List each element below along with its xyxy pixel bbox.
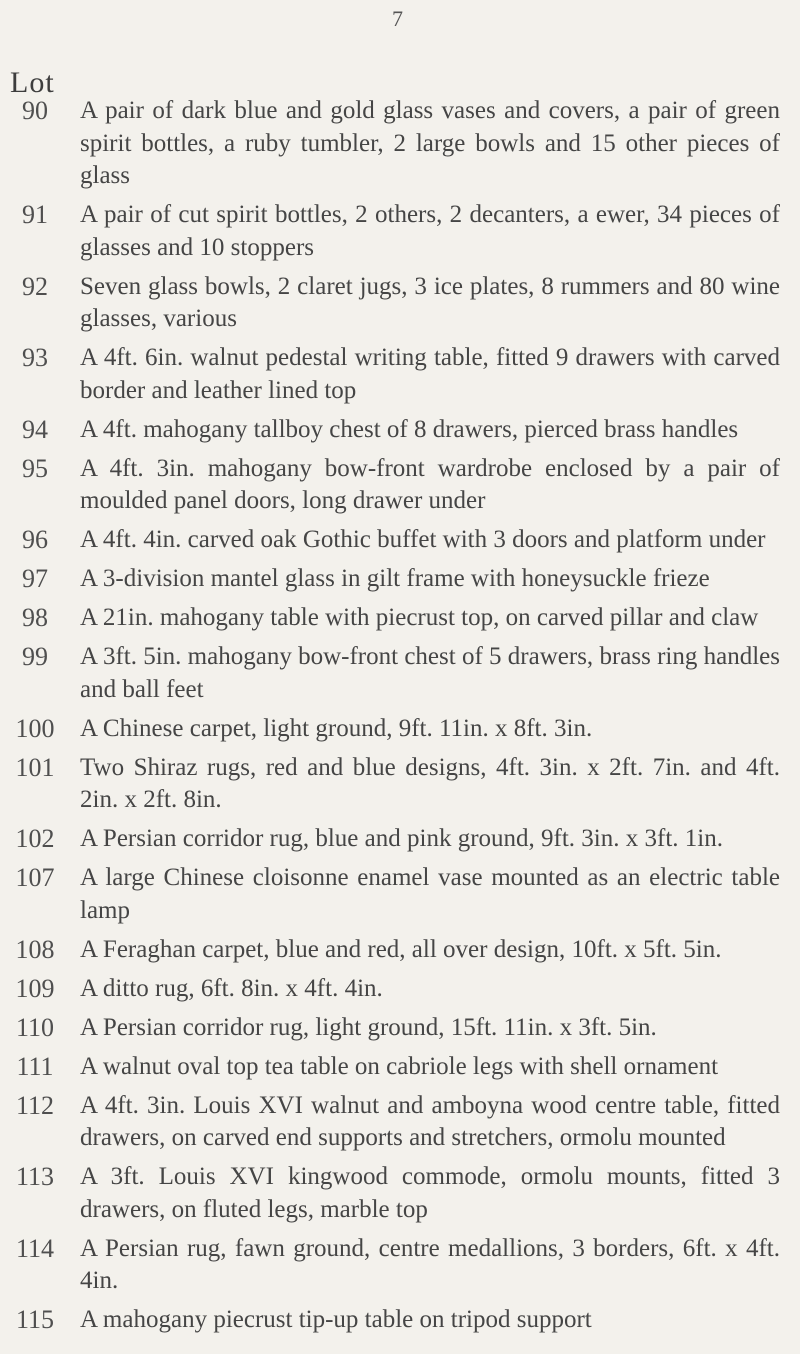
lot-number: 95 <box>22 453 48 483</box>
lot-number: 102 <box>15 824 55 853</box>
lot-description: A pair of dark blue and gold glass vases and covers, a pair of green spirit bottles, a ruby tumbler, 2 large bowls and 15 other pieces of glass <box>80 97 780 189</box>
lot-number: 114 <box>15 1233 55 1263</box>
lot-number: 99 <box>22 642 48 671</box>
lot-entry <box>0 414 800 447</box>
page-number: 7 <box>392 6 403 31</box>
lot-entry <box>0 641 800 706</box>
lot-number: 112 <box>15 1090 55 1120</box>
lot-list <box>0 95 800 1343</box>
lot-description: A 3-division mantel glass in gilt frame with honeysuckle frieze <box>80 565 710 592</box>
lot-number: 109 <box>15 973 55 1003</box>
lot-entry <box>0 563 800 596</box>
lot-description: A ditto rug, 6ft. 8in. x 4ft. 4in. <box>80 974 383 1002</box>
lot-description: Two Shiraz rugs, red and blue designs, 4ft. 3in. x 2ft. 7in. and 4ft. 2in. x 2ft. 8in. <box>80 753 780 813</box>
lot-description: A 3ft. Louis XVI kingwood commode, ormolu mounts, fitted 3 drawers, on fluted legs, marble top <box>80 1163 780 1223</box>
lot-number: 97 <box>22 564 48 593</box>
lot-description: A 4ft. 4in. carved oak Gothic buffet with 3 doors and platform under <box>80 526 766 553</box>
lot-description: A 3ft. 5in. mahogany bow-front chest of 5 drawers, brass ring handles and ball feet <box>80 643 780 703</box>
lot-entry <box>0 453 800 518</box>
lot-entry <box>0 1051 800 1084</box>
lot-entry <box>0 342 800 407</box>
lot-description: A Chinese carpet, light ground, 9ft. 11in. x 8ft. 3in. <box>80 714 593 742</box>
lot-description: A pair of cut spirit bottles, 2 others, 2 decanters, a ewer, 34 pieces of glasses and 10 stoppers <box>80 201 780 261</box>
lot-column-header: Lot <box>10 66 55 99</box>
lot-entry <box>0 752 800 817</box>
lot-description: A mahogany piecrust tip-up table on tripod support <box>80 1306 592 1333</box>
lot-number: 91 <box>22 200 48 229</box>
lot-description: Seven glass bowls, 2 claret jugs, 3 ice plates, 8 rummers and 80 wine glasses, various <box>80 272 780 332</box>
lot-number: 111 <box>16 1051 54 1081</box>
lot-description: A Persian rug, fawn ground, centre medallions, 3 borders, 6ft. x 4ft. 4in. <box>80 1234 780 1294</box>
lot-number: 93 <box>22 343 48 372</box>
lot-number: 115 <box>15 1305 55 1334</box>
lot-entry <box>0 713 800 746</box>
lot-entry <box>0 95 800 193</box>
lot-entry <box>0 1161 800 1226</box>
lot-description: A 4ft. mahogany tallboy chest of 8 drawers, pierced brass handles <box>80 415 739 443</box>
lot-entry <box>0 823 800 856</box>
lot-number: 108 <box>15 934 55 964</box>
lot-number: 110 <box>15 1012 55 1042</box>
lot-number: 100 <box>15 713 55 743</box>
lot-description: A 4ft. 3in. Louis XVI walnut and amboyna wood centre table, fitted drawers, on carved end supports and stretchers, ormolu mounted <box>80 1091 780 1151</box>
lot-entry <box>0 1090 800 1155</box>
lot-description: A Persian corridor rug, blue and pink ground, 9ft. 3in. x 3ft. 1in. <box>80 825 723 852</box>
lot-entry <box>0 1304 800 1337</box>
lot-number: 98 <box>22 603 48 632</box>
lot-number: 94 <box>22 414 48 444</box>
lot-entry <box>0 271 800 336</box>
lot-description: A walnut oval top tea table on cabriole legs with shell ornament <box>80 1052 719 1080</box>
lot-description: A 4ft. 6in. walnut pedestal writing table, fitted 9 drawers with carved border and leather lined top <box>80 344 780 404</box>
lot-number: 96 <box>22 525 48 554</box>
lot-entry <box>0 602 800 635</box>
lot-number: 90 <box>22 96 48 125</box>
lot-entry <box>0 199 800 264</box>
lot-entry <box>0 524 800 557</box>
lot-entry <box>0 862 800 927</box>
lot-description: A large Chinese cloisonne enamel vase mounted as an electric table lamp <box>80 864 780 924</box>
lot-number: 101 <box>15 752 55 782</box>
lot-number: 92 <box>22 271 48 301</box>
lot-description: A Feraghan carpet, blue and red, all over design, 10ft. x 5ft. 5in. <box>80 935 722 963</box>
lot-number: 107 <box>15 863 55 892</box>
lot-entry <box>0 1233 800 1298</box>
lot-description: A 21in. mahogany table with piecrust top, on carved pillar and claw <box>80 604 759 631</box>
lot-entry <box>0 934 800 967</box>
lot-entry <box>0 1012 800 1045</box>
lot-entry <box>0 973 800 1006</box>
lot-description: A Persian corridor rug, light ground, 15ft. 11in. x 3ft. 5in. <box>80 1013 657 1041</box>
lot-description: A 4ft. 3in. mahogany bow-front wardrobe enclosed by a pair of moulded panel doors, long drawer under <box>80 454 780 514</box>
lot-number: 113 <box>15 1162 55 1191</box>
